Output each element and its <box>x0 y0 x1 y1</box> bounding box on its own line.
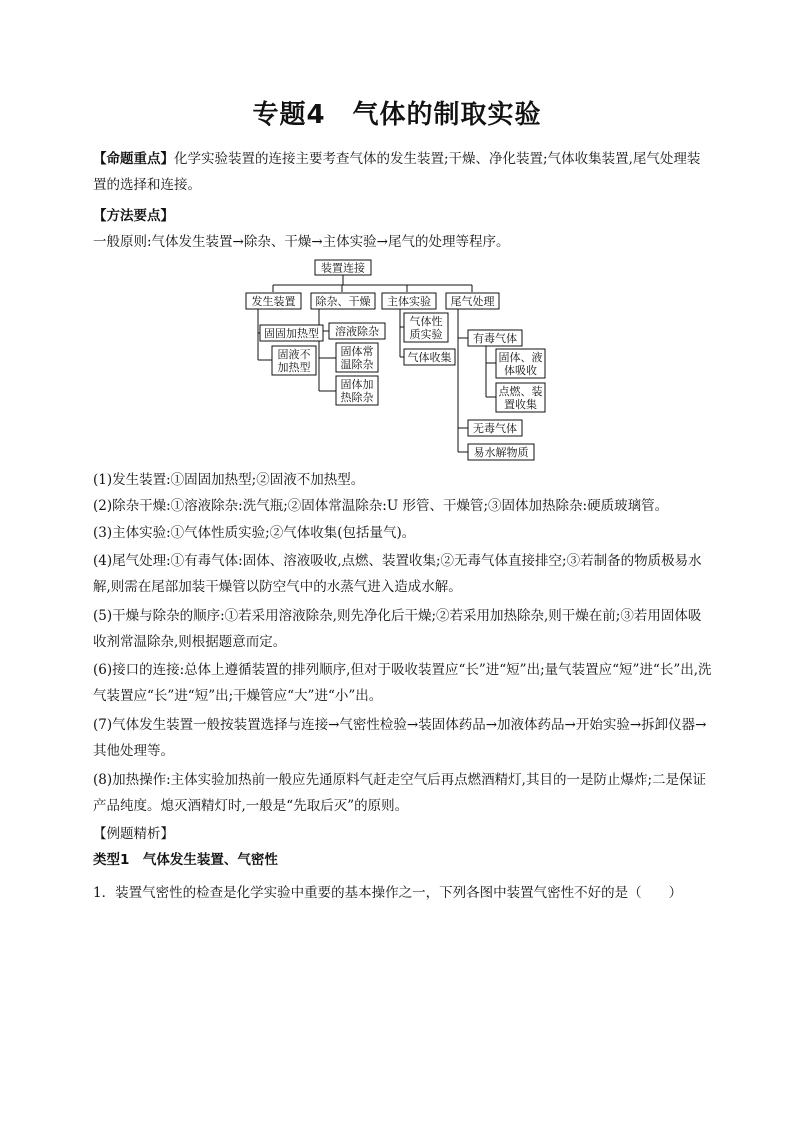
svg-text:置收集: 置收集 <box>504 398 537 411</box>
node-ignite-collect <box>496 383 545 412</box>
svg-text:加热型: 加热型 <box>277 361 311 374</box>
svg-text:固液不: 固液不 <box>277 348 311 361</box>
node-solid-solid-heat <box>260 325 323 341</box>
point-3: (3)主体实验:①气体性质实验;②气体收集(包括量气)。 <box>93 525 416 541</box>
page-title: 专题4 气体的制取实验 <box>252 100 542 130</box>
node-toxic-gas <box>468 330 522 346</box>
node-solution-purify <box>329 323 385 339</box>
svg-text:尾气处理: 尾气处理 <box>450 295 495 308</box>
question-1: 1．装置气密性的检查是化学实验中重要的基本操作之一，下列各图中装置气密性不好的是（ ） <box>93 885 683 901</box>
node-generation <box>246 293 301 309</box>
point-7: (7)气体发生装置一般按装置选择与连接→气密性检验→装固体药品→加液体药品→开始实验→拆卸仪器→其他处理等。 <box>93 717 707 759</box>
method-heading: 【方法要点】 <box>93 208 174 224</box>
principle-text: 一般原则:气体发生装置→除杂、干燥→主体实验→尾气的处理等程序。 <box>93 234 510 250</box>
node-main-experiment <box>382 293 436 309</box>
point-8: (8)加热操作:主体实验加热前一般应先通原料气赶走空气后再点燃酒精灯,其目的一是防止爆炸;二是保证产品纯度。熄灭酒精灯时,一般是“先取后灭”的原则。 <box>93 772 707 814</box>
svg-text:易水解物质: 易水解物质 <box>473 446 529 459</box>
node-solid-liquid-noheat <box>272 346 316 375</box>
svg-text:气体性: 气体性 <box>409 315 443 328</box>
point-2: (2)除杂干燥:①溶液除杂:洗气瓶;②固体常温除杂:U 形管、干燥管;③固体加热除杂:硬质玻璃管。 <box>93 498 669 514</box>
svg-text:体吸收: 体吸收 <box>504 364 537 377</box>
svg-text:固体常: 固体常 <box>340 345 374 358</box>
node-root <box>315 260 371 275</box>
intro-paragraph <box>93 146 713 198</box>
node-absorb <box>496 349 545 378</box>
node-hydrolyzable <box>468 444 534 460</box>
svg-text:有毒气体: 有毒气体 <box>473 332 517 345</box>
svg-text:发生装置: 发生装置 <box>251 295 296 308</box>
svg-text:点燃、装: 点燃、装 <box>498 385 543 398</box>
svg-text:溶液除杂: 溶液除杂 <box>335 325 379 338</box>
svg-text:装置连接: 装置连接 <box>321 261 365 275</box>
svg-text:固体加: 固体加 <box>340 378 374 391</box>
intro-text: 化学实验装置的连接主要考查气体的发生装置;干燥、净化装置;气体收集装置,尾气处理装置的选择和连接。 <box>93 151 701 193</box>
svg-text:固固加热型: 固固加热型 <box>264 327 319 340</box>
svg-text:热除杂: 热除杂 <box>340 391 374 404</box>
point-1: (1)发生装置:①固固加热型;②固液不加热型。 <box>93 472 365 488</box>
svg-text:无毒气体: 无毒气体 <box>473 422 517 435</box>
device-connection-diagram <box>240 257 560 465</box>
svg-text:气体收集: 气体收集 <box>407 351 452 364</box>
point-4: (4)尾气处理:①有毒气体:固体、溶液吸收,点燃、装置收集;②无毒气体直接排空;③若制备的物质极易水解,则需在尾部加装干燥管以防空气中的水蒸气进入造成水解。 <box>93 553 702 595</box>
node-tail-gas <box>446 293 499 309</box>
svg-text:质实验: 质实验 <box>409 328 443 341</box>
type1-heading: 类型1 气体发生装置、气密性 <box>93 852 278 868</box>
point-5: (5)干燥与除杂的顺序:①若采用溶液除杂,则先净化后干燥;②若采用加热除杂,则干燥在前;③若用固体吸收剂常温除杂,则根据题意而定。 <box>93 608 702 650</box>
intro-label: 【命题重点】 <box>93 151 174 167</box>
svg-text:固体、液: 固体、液 <box>498 351 543 364</box>
node-solid-heated <box>336 376 378 405</box>
node-gas-collection <box>404 349 455 365</box>
node-solid-room-temp <box>336 343 378 372</box>
node-property-experiment <box>404 313 448 342</box>
svg-text:主体实验: 主体实验 <box>387 295 431 308</box>
point-6: (6)接口的连接:总体上遵循装置的排列顺序,但对于吸收装置应“长”进“短”出;量气装置应“短”进“长”出,洗气装置应“长”进“短”出;干燥管应“大”进“小”出。 <box>93 662 712 704</box>
node-purify-dry <box>311 293 375 309</box>
svg-text:温除杂: 温除杂 <box>340 358 374 371</box>
node-nontoxic-gas <box>468 420 522 436</box>
svg-text:除杂、干燥: 除杂、干燥 <box>315 295 371 308</box>
example-heading: 【例题精析】 <box>93 826 174 842</box>
